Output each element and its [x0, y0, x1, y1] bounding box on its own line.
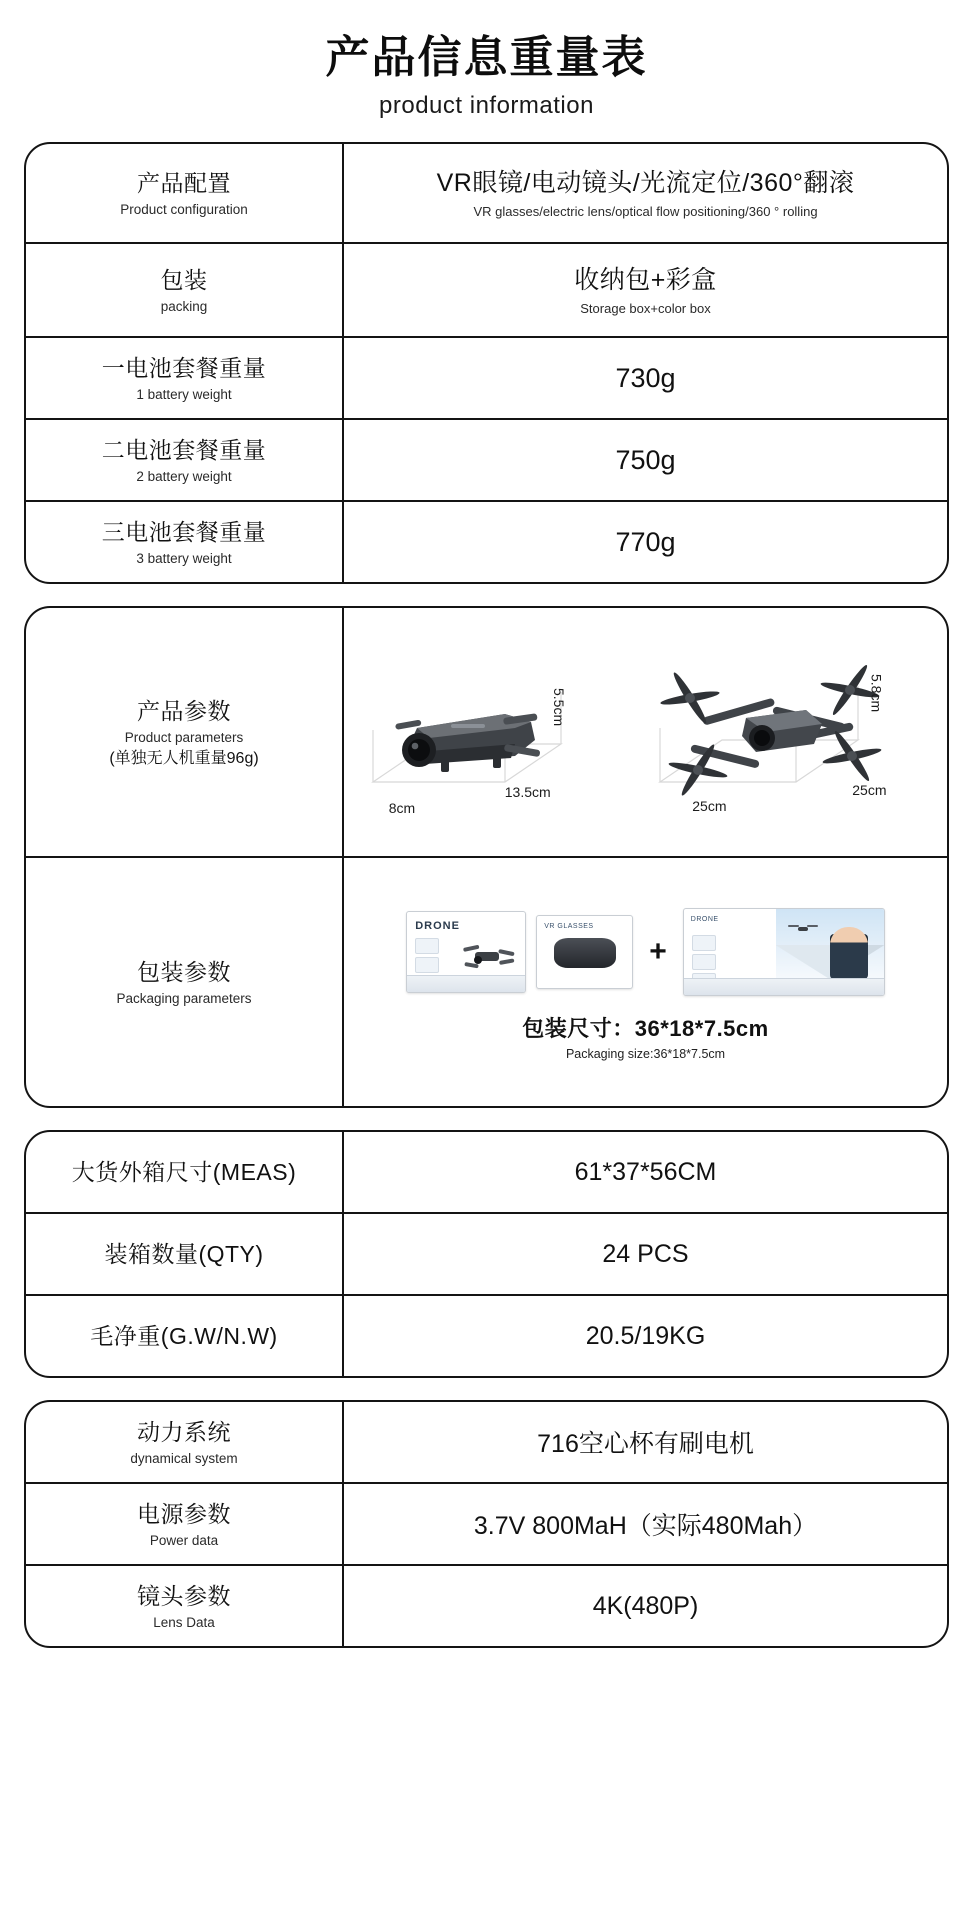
- value-cn: 24 PCS: [602, 1239, 689, 1268]
- row-label-packing: [26, 244, 344, 336]
- value-cn: 770g: [615, 526, 676, 557]
- row-label-lens-data: [26, 1566, 344, 1646]
- table-row: [26, 244, 947, 338]
- value-en: VR glasses/electric lens/optical flow positioning/360 ° rolling: [473, 204, 818, 220]
- table-row: [26, 1402, 947, 1484]
- label-cn: 电源参数: [137, 1500, 231, 1527]
- vr-goggles-icon: [554, 938, 616, 968]
- label-cn: 镜头参数: [137, 1582, 231, 1609]
- row-value-packaging-parameters: [344, 858, 947, 1106]
- row-value-power-data: [344, 1484, 947, 1564]
- label-en: Packaging parameters: [116, 990, 252, 1006]
- row-label-dynamical-system: [26, 1402, 344, 1482]
- table-row: [26, 1484, 947, 1566]
- label-sub: (单独无人机重量96g): [109, 749, 259, 767]
- label-en: Power data: [149, 1532, 219, 1548]
- row-label-carton-meas: [26, 1132, 344, 1212]
- vr-box-image: [536, 915, 633, 989]
- row-value-carton-meas: [344, 1132, 947, 1212]
- label-cn: 一电池套餐重量: [101, 354, 267, 381]
- value-cn: 61*37*56CM: [574, 1157, 717, 1186]
- table-row: [26, 1214, 947, 1296]
- label-cn: 毛净重(G.W/N.W): [90, 1323, 278, 1350]
- combo-box-image: [683, 908, 885, 996]
- label-cn: 包装: [160, 266, 208, 293]
- row-value-packing: [344, 244, 947, 336]
- label-cn: 包装参数: [137, 958, 231, 985]
- table-row: [26, 1566, 947, 1646]
- value-cn: 20.5/19KG: [585, 1321, 706, 1350]
- row-value-gross-net-weight: [344, 1296, 947, 1376]
- row-value-carton-qty: [344, 1214, 947, 1294]
- box-strip: [684, 978, 884, 995]
- label-cn: 三电池套餐重量: [101, 518, 267, 545]
- dim-unfolded-height: 5.8cm: [868, 674, 885, 713]
- row-label-packaging-parameters: [26, 858, 344, 1106]
- dim-folded-width: 8cm: [388, 800, 416, 817]
- page-title-en: product information: [379, 92, 594, 120]
- label-en: Lens Data: [153, 1614, 215, 1630]
- row-label-carton-qty: [26, 1214, 344, 1294]
- dim-unfolded-depth: 25cm: [692, 798, 727, 815]
- scene-drone-icon: [788, 923, 818, 935]
- value-en: Storage box+color box: [580, 301, 711, 317]
- label-cn: 产品配置: [137, 169, 231, 196]
- drone-box-label: DRONE: [415, 919, 460, 932]
- product-dimension-figure: [354, 622, 937, 842]
- table-parameters: [24, 606, 949, 1108]
- table-row: [26, 858, 947, 1106]
- table-row: [26, 144, 947, 244]
- dim-unfolded-width: 25cm: [852, 782, 887, 799]
- label-cn: 二电池套餐重量: [101, 436, 267, 463]
- unfolded-drone-figure: [646, 632, 936, 832]
- box-strip: [407, 975, 525, 992]
- label-en: Product parameters: [124, 729, 244, 745]
- row-label-product-parameters: [26, 608, 344, 856]
- value-cn: 730g: [615, 362, 676, 393]
- row-label-gross-net-weight: [26, 1296, 344, 1376]
- row-label-1-battery-weight: [26, 338, 344, 418]
- table-row: [26, 608, 947, 858]
- label-cn: 动力系统: [137, 1418, 231, 1445]
- row-label-3-battery-weight: [26, 502, 344, 582]
- packaging-size-en: Packaging size:36*18*7.5cm: [565, 1046, 726, 1061]
- label-cn: 大货外箱尺寸(MEAS): [71, 1159, 297, 1186]
- table-carton: [24, 1130, 949, 1378]
- dim-folded-depth: 13.5cm: [504, 784, 551, 801]
- row-value-1-battery-weight: [344, 338, 947, 418]
- label-en: 3 battery weight: [136, 550, 232, 566]
- table-row: [26, 502, 947, 582]
- value-cn: 750g: [615, 444, 676, 475]
- plus-sign: +: [649, 934, 667, 968]
- label-en: packing: [160, 298, 208, 314]
- drone-box-image: [406, 911, 526, 993]
- combo-box-label: DRONE: [690, 915, 719, 923]
- page-header: [24, 0, 949, 120]
- row-label-2-battery-weight: [26, 420, 344, 500]
- thumb: [692, 954, 716, 970]
- page-title-cn: 产品信息重量表: [325, 33, 648, 82]
- row-value-lens-data: [344, 1566, 947, 1646]
- unfolded-drone-icon: [646, 632, 936, 832]
- table-product-info: [24, 142, 949, 584]
- value-cn: VR眼镜/电动镜头/光流定位/360°翻滚: [436, 168, 855, 197]
- thumb: [692, 935, 716, 951]
- thumb: [415, 938, 439, 954]
- row-value-2-battery-weight: [344, 420, 947, 500]
- row-value-dynamical-system: [344, 1402, 947, 1482]
- packaging-boxes: [406, 908, 885, 996]
- thumb: [415, 957, 439, 973]
- row-value-product-parameters: [344, 608, 947, 856]
- table-row: [26, 338, 947, 420]
- table-row: [26, 1296, 947, 1376]
- label-en: 1 battery weight: [136, 386, 232, 402]
- label-cn: 装箱数量(QTY): [104, 1241, 264, 1268]
- folded-drone-figure: [355, 632, 645, 832]
- label-en: Product configuration: [120, 201, 248, 217]
- row-label-product-configuration: [26, 144, 344, 242]
- row-label-power-data: [26, 1484, 344, 1564]
- value-cn: 3.7V 800MaH（实际480Mah）: [473, 1512, 818, 1541]
- table-system-specs: [24, 1400, 949, 1648]
- mini-drone-icon: [461, 940, 517, 974]
- packaging-size-cn: 包装尺寸：36*18*7.5cm: [522, 1015, 769, 1041]
- label-en: 2 battery weight: [136, 468, 232, 484]
- table-row: [26, 420, 947, 502]
- scene-person: [830, 927, 868, 979]
- value-cn: 4K(480P): [592, 1591, 699, 1620]
- row-value-3-battery-weight: [344, 502, 947, 582]
- label-cn: 产品参数: [137, 697, 231, 724]
- value-cn: 716空心杯有刷电机: [537, 1430, 754, 1459]
- table-row: [26, 1132, 947, 1214]
- value-cn: 收纳包+彩盒: [574, 265, 717, 294]
- vr-box-label: VR GLASSES: [544, 922, 594, 930]
- row-value-product-configuration: [344, 144, 947, 242]
- packaging-figure: [354, 902, 937, 1063]
- label-en: dynamical system: [130, 1450, 238, 1466]
- dim-folded-height: 5.5cm: [550, 688, 567, 727]
